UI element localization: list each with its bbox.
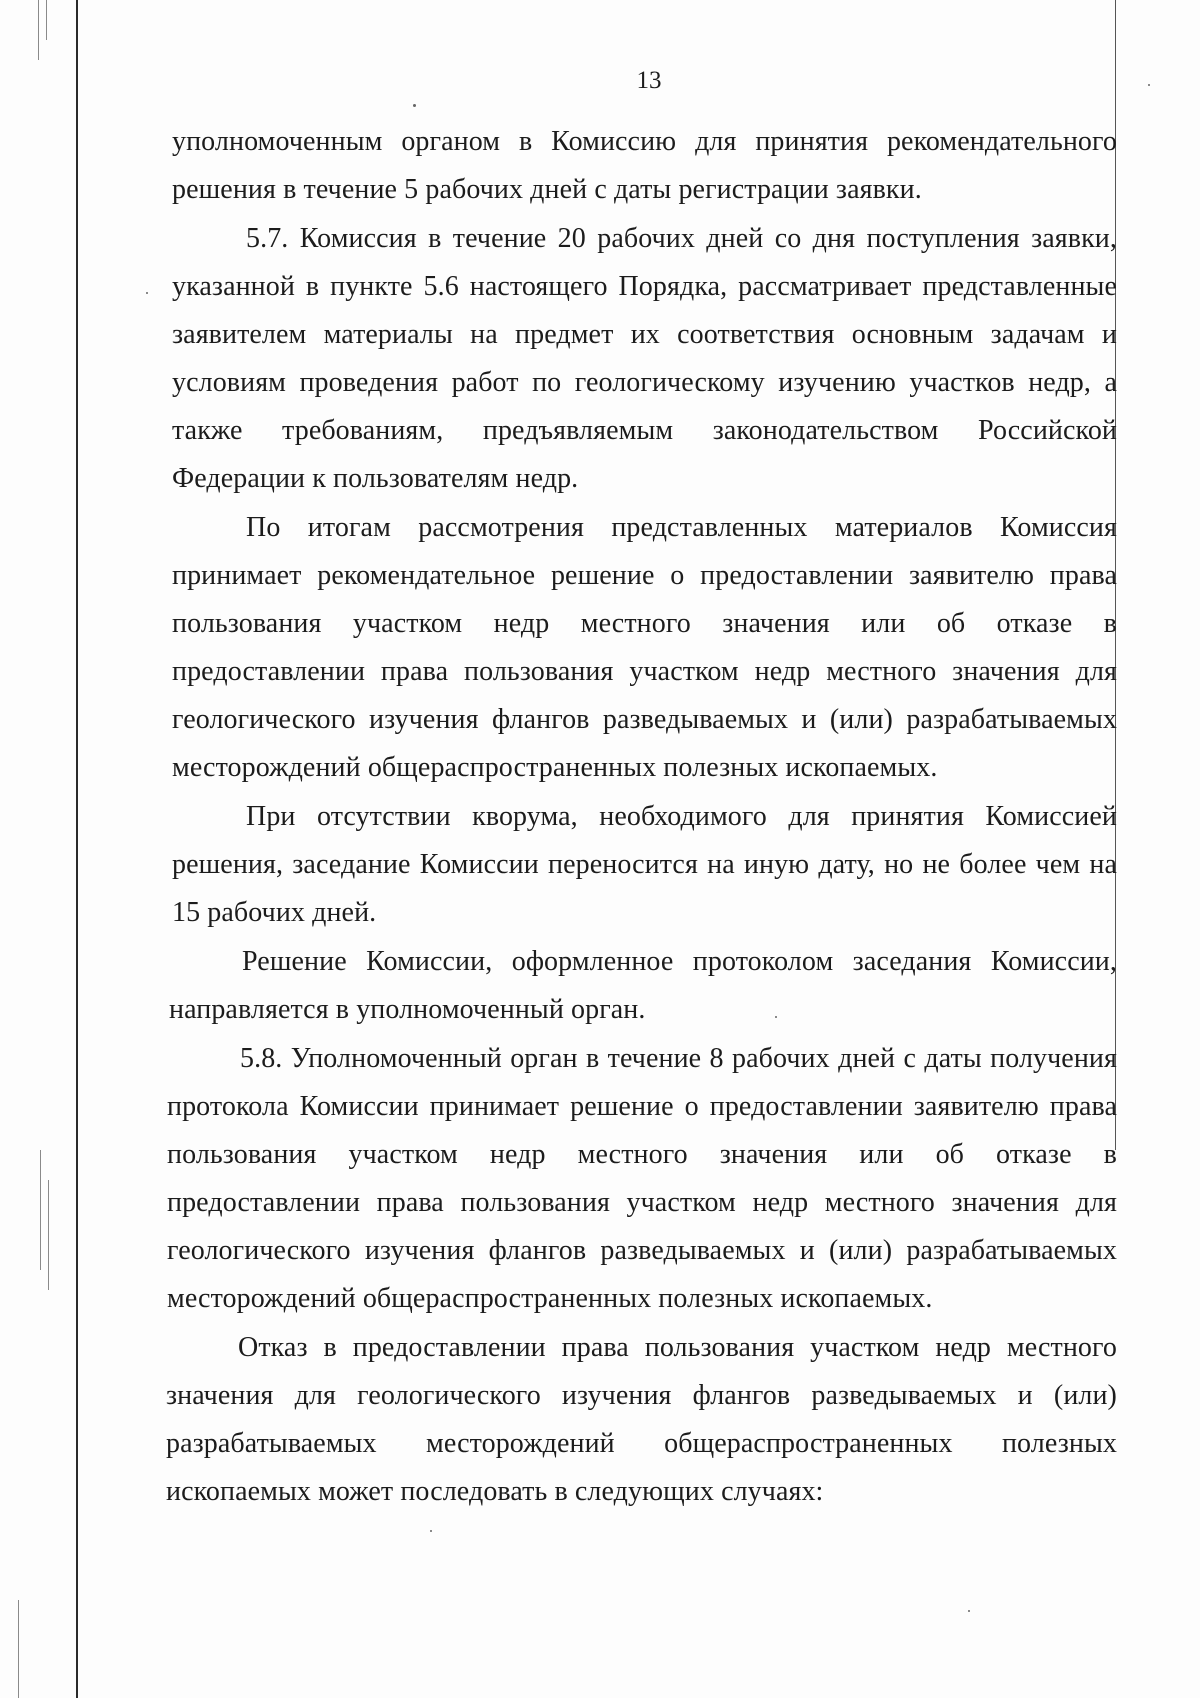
text-line: Федерации к пользователям недр. bbox=[172, 463, 579, 494]
scan-artifact bbox=[38, 0, 39, 60]
scan-speck bbox=[430, 1530, 432, 1532]
text-line: решения, заседание Комиссии переносится на иную дату, но не более чем на bbox=[172, 849, 1117, 880]
text-line: принимает рекомендательное решение о предоставлении заявителю права bbox=[172, 560, 1117, 591]
text-line: 15 рабочих дней. bbox=[172, 897, 377, 928]
text-line: также требованиям, предъявляемым законодательством Российской bbox=[172, 415, 1117, 446]
text-line: значения для геологического изучения флангов разведываемых и (или) bbox=[166, 1380, 1117, 1411]
scan-artifact bbox=[46, 0, 47, 40]
scan-artifact bbox=[18, 1600, 19, 1698]
text-line: Отказ в предоставлении права пользования участком недр местного bbox=[238, 1332, 1117, 1363]
scan-speck bbox=[413, 104, 416, 107]
scan-speck bbox=[146, 292, 148, 294]
text-line: решения в течение 5 рабочих дней с даты регистрации заявки. bbox=[172, 174, 922, 205]
text-line: пользования участком недр местного значения или об отказе в bbox=[167, 1139, 1117, 1170]
text-line: месторождений общераспространенных полезных ископаемых. bbox=[167, 1283, 933, 1314]
text-line: уполномоченным органом в Комиссию для принятия рекомендательного bbox=[172, 126, 1117, 157]
text-line: При отсутствии кворума, необходимого для принятия Комиссией bbox=[246, 801, 1117, 832]
text-line: заявителем материалы на предмет их соответствия основным задачам и bbox=[172, 319, 1117, 350]
text-line: ископаемых может последовать в следующих случаях: bbox=[166, 1476, 824, 1507]
text-line: 5.7. Комиссия в течение 20 рабочих дней со дня поступления заявки, bbox=[246, 223, 1117, 254]
scan-speck bbox=[775, 1016, 777, 1018]
scan-artifact bbox=[48, 1180, 49, 1290]
text-line: 5.8. Уполномоченный орган в течение 8 рабочих дней с даты получения bbox=[240, 1043, 1117, 1074]
text-line: месторождений общераспространенных полезных ископаемых. bbox=[172, 752, 938, 783]
text-line: предоставлении права пользования участком недр местного значения для bbox=[167, 1187, 1117, 1218]
scan-artifact bbox=[40, 1150, 41, 1270]
text-line: условиям проведения работ по геологическому изучению участков недр, а bbox=[172, 367, 1117, 398]
text-line: предоставлении права пользования участком недр местного значения для bbox=[172, 656, 1117, 687]
text-line: разрабатываемых месторождений общераспространенных полезных bbox=[166, 1428, 1117, 1459]
text-line: указанной в пункте 5.6 настоящего Порядка, рассматривает представленные bbox=[172, 271, 1117, 302]
scan-speck bbox=[968, 1610, 970, 1612]
scan-border-left bbox=[76, 0, 78, 1698]
text-line: пользования участком недр местного значения или об отказе в bbox=[172, 608, 1117, 639]
text-line: протокола Комиссии принимает решение о предоставлении заявителю права bbox=[167, 1091, 1117, 1122]
text-line: Решение Комиссии, оформленное протоколом заседания Комиссии, bbox=[242, 946, 1117, 977]
text-line: По итогам рассмотрения представленных материалов Комиссия bbox=[246, 512, 1117, 543]
text-line: геологического изучения флангов разведываемых и (или) разрабатываемых bbox=[167, 1235, 1117, 1266]
text-line: геологического изучения флангов разведываемых и (или) разрабатываемых bbox=[172, 704, 1117, 735]
page-number: 13 bbox=[636, 67, 662, 94]
text-line: направляется в уполномоченный орган. bbox=[169, 994, 646, 1025]
